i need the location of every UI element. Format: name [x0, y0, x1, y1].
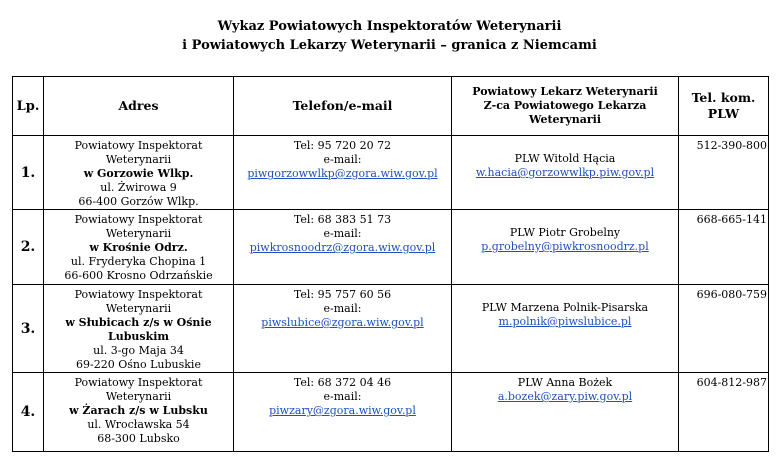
- plw-email-link[interactable]: w.hacia@gorzowwlkp.piw.gov.pl: [475, 166, 655, 179]
- plw-email-link[interactable]: p.grobelny@piwkrosnoodrz.pl: [481, 240, 649, 253]
- header-lp: Lp.: [13, 77, 44, 136]
- header-tel-kom: Tel. kom. PLW: [679, 77, 769, 136]
- document-title: [0, 17, 779, 55]
- email-link[interactable]: piwkrosnoodrz@zgora.wiw.gov.pl: [249, 241, 436, 254]
- contact-cell: Tel: 95 720 20 72 e-mail: piwgorzowwlkp@zgora.wiw.gov.pl: [234, 136, 452, 210]
- row-number: 3.: [13, 285, 44, 373]
- plw-email-link[interactable]: m.polnik@piwslubice.pl: [498, 315, 632, 328]
- row-number: 2.: [13, 210, 44, 285]
- email-link[interactable]: piwgorzowwlkp@zgora.wiw.gov.pl: [247, 167, 438, 180]
- table-row: [13, 136, 769, 210]
- contact-cell: Tel: 95 757 60 56 e-mail: piwslubice@zgora.wiw.gov.pl: [234, 285, 452, 373]
- address-cell: Powiatowy Inspektorat Weterynarii w Gorzowie Wlkp. ul. Żwirowa 9 66-400 Gorzów Wlkp.: [44, 136, 234, 210]
- plw-cell: PLW Witold Hącia w.hacia@gorzowwlkp.piw.gov.pl: [452, 136, 679, 210]
- mobile-cell: 512-390-800: [679, 136, 769, 210]
- contact-cell: Tel: 68 372 04 46 e-mail: piwzary@zgora.wiw.gov.pl: [234, 373, 452, 452]
- table-header-row: [13, 77, 769, 136]
- mobile-cell: 668-665-141: [679, 210, 769, 285]
- row-number: 1.: [13, 136, 44, 210]
- row-number: 4.: [13, 373, 44, 452]
- table-row: [13, 373, 769, 452]
- address-cell: Powiatowy Inspektorat Weterynarii w Słubicach z/s w Ośnie Lubuskim ul. 3-go Maja 34 69-220 Ośno Lubuskie: [44, 285, 234, 373]
- mobile-cell: 696-080-759: [679, 285, 769, 373]
- mobile-cell: 604-812-987: [679, 373, 769, 452]
- email-link[interactable]: piwzary@zgora.wiw.gov.pl: [269, 404, 416, 417]
- plw-cell: PLW Marzena Polnik-Pisarska m.polnik@piwslubice.pl: [452, 285, 679, 373]
- plw-email-link[interactable]: a.bozek@zary.piw.gov.pl: [497, 390, 633, 403]
- table-row: [13, 285, 769, 373]
- title-line-2: i Powiatowych Lekarzy Weterynarii – granica z Niemcami: [182, 38, 597, 53]
- header-adres: Adres: [44, 77, 234, 136]
- email-link[interactable]: piwslubice@zgora.wiw.gov.pl: [261, 316, 424, 329]
- header-plw: Powiatowy Lekarz Weterynarii Z-ca Powiatowego Lekarza Weterynarii: [452, 77, 679, 136]
- inspectorates-table: [12, 76, 769, 452]
- address-cell: Powiatowy Inspektorat Weterynarii w Krośnie Odrz. ul. Fryderyka Chopina 1 66-600 Krosno Odrzańskie: [44, 210, 234, 285]
- address-cell: Powiatowy Inspektorat Weterynarii w Żarach z/s w Lubsku ul. Wrocławska 54 68-300 Lubsko: [44, 373, 234, 452]
- table-row: [13, 210, 769, 285]
- title-line-1: Wykaz Powiatowych Inspektoratów Weterynarii: [217, 19, 562, 34]
- plw-cell: PLW Anna Bożek a.bozek@zary.piw.gov.pl: [452, 373, 679, 452]
- contact-cell: Tel: 68 383 51 73 e-mail: piwkrosnoodrz@zgora.wiw.gov.pl: [234, 210, 452, 285]
- plw-cell: PLW Piotr Grobelny p.grobelny@piwkrosnoodrz.pl: [452, 210, 679, 285]
- header-telefon: Telefon/e-mail: [234, 77, 452, 136]
